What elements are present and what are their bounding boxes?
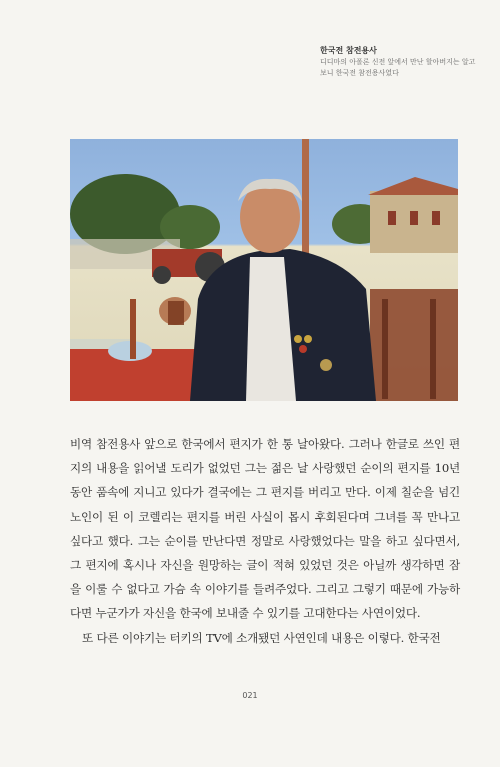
photo-illustration bbox=[70, 139, 458, 401]
caption-text: 디디마의 아폴론 신전 앞에서 만난 할아버지는 알고 보니 한국전 참전용사였다 bbox=[320, 58, 476, 77]
paragraph-1: 비역 참전용사 앞으로 한국에서 편지가 한 통 날아왔다. 그러나 한글로 쓰인 편지의 내용을 읽어낼 도리가 없었던 그는 젊은 날 사랑했던 순이의 편지를 10년 동안 품속에 지니고 있다가 결국에는 그 편지를 버리고 만다. 이제 칠순을 넘긴 노인이 된 이 코렐리는 편지를 버린 사실이 몹시 후회된다며 그녀를 꼭 만나고 싶다고 했다. 그는 순이를 만난다면 정말로 사랑했었다는 말을 하고 싶다면서, 그 편지에 혹시나 자신을 원망하는 글이 적혀 있었던 것은 아닐까 생각하면 잠을 이룰 수 없다고 가슴 속 이야기를 들려주었다. 그리고 그렇기 때문에 가능하다면 누군가가 자신을 한국에 보내줄 수 있기를 고대한다는 사연이었다. bbox=[70, 437, 460, 621]
veteran-photo bbox=[70, 139, 458, 401]
caption-title: 한국전 참전용사 bbox=[320, 46, 377, 55]
photo-caption bbox=[320, 45, 480, 79]
page-number: 021 bbox=[242, 691, 258, 700]
paragraph-2: 또 다른 이야기는 터키의 TV에 소개됐던 사연인데 내용은 이렇다. 한국전 bbox=[82, 630, 441, 645]
tea-glass-shape bbox=[168, 301, 184, 325]
pole-shape bbox=[302, 139, 309, 257]
body-text bbox=[70, 432, 460, 650]
